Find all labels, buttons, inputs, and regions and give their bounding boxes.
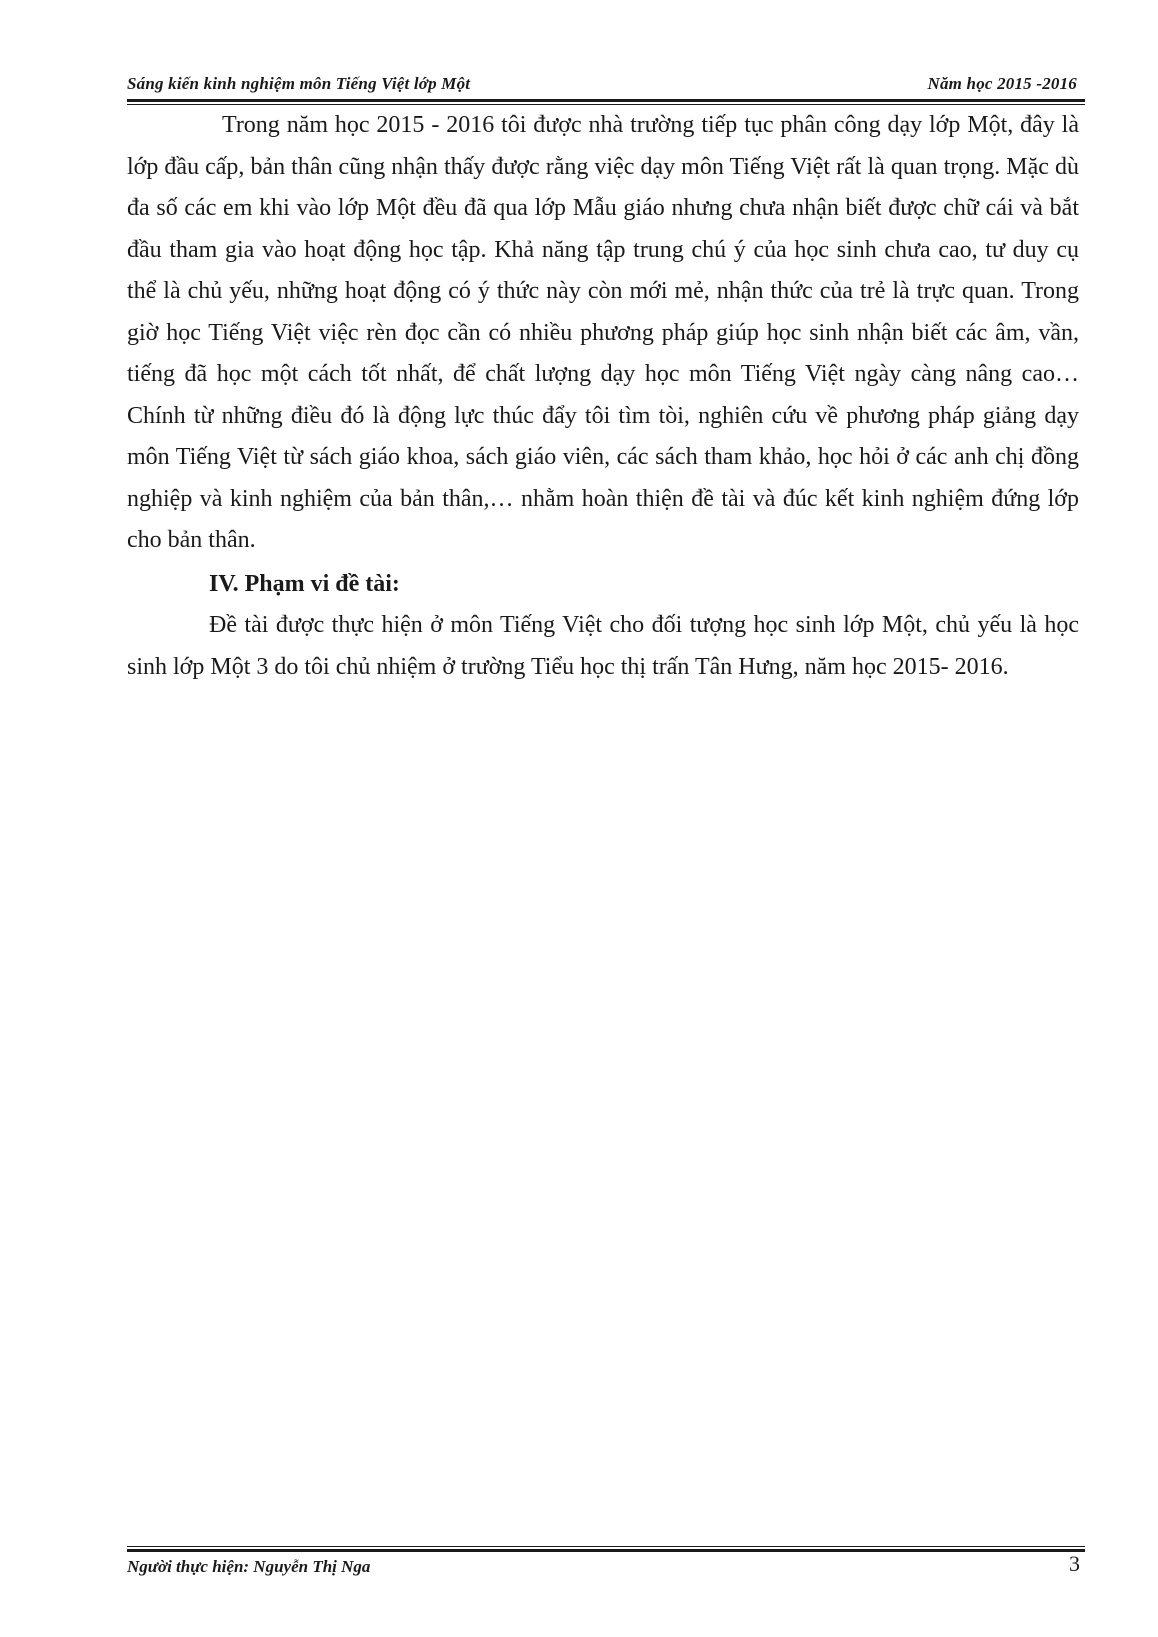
page-header <box>127 70 1085 100</box>
footer-author: Người thực hiện: Nguyễn Thị Nga <box>127 1557 371 1576</box>
footer-rule-thick <box>127 1549 1085 1552</box>
body-paragraph-1: Trong năm học 2015 - 2016 tôi được nhà trường tiếp tục phân công dạy lớp Một, đây là lớp đầu cấp, bản thân cũng nhận thấy được rằng việc dạy môn Tiếng Việt rất là quan trọng. Mặc dù đa số các em khi vào lớp Một đều đã qua lớp Mẫu giáo nhưng chưa nhận biết được chữ cái và bắt đầu tham gia vào hoạt động học tập. Khả năng tập trung chú ý của học sinh chưa cao, tư duy cụ thể là chủ yếu, những hoạt động có ý thức này còn mới mẻ, nhận thức của trẻ là trực quan. Trong giờ học Tiếng Việt việc rèn đọc cần có nhiều phương pháp giúp học sinh nhận biết các âm, vần, tiếng đã học một cách tốt nhất, để chất lượng dạy học môn Tiếng Việt ngày càng nâng cao… Chính từ những điều đó là động lực thúc đẩy tôi tìm tòi, nghiên cứu về phương pháp giảng dạy môn Tiếng Việt từ sách giáo khoa, sách giáo viên, các sách tham khảo, học hỏi ở các anh chị đồng nghiệp và kinh nghiệm của bản thân,… nhằm hoàn thiện đề tài và đúc kết kinh nghiệm đứng lớp cho bản thân. <box>127 112 1079 553</box>
body-paragraph-2: Đề tài được thực hiện ở môn Tiếng Việt cho đối tượng học sinh lớp Một, chủ yếu là học sinh lớp Một 3 do tôi chủ nhiệm ở trường Tiểu học thị trấn Tân Hưng, năm học 2015- 2016. <box>127 612 1079 680</box>
document-body <box>127 105 1079 688</box>
header-rule-thick <box>127 99 1085 102</box>
header-title: Sáng kiến kinh nghiệm môn Tiếng Việt lớp Một <box>127 74 471 93</box>
footer-rule-thin <box>127 1546 1085 1547</box>
page-number: 3 <box>1069 1551 1080 1576</box>
header-year: Năm học 2015 -2016 <box>927 74 1077 93</box>
section-heading: IV. Phạm vi đề tài: <box>209 570 400 597</box>
